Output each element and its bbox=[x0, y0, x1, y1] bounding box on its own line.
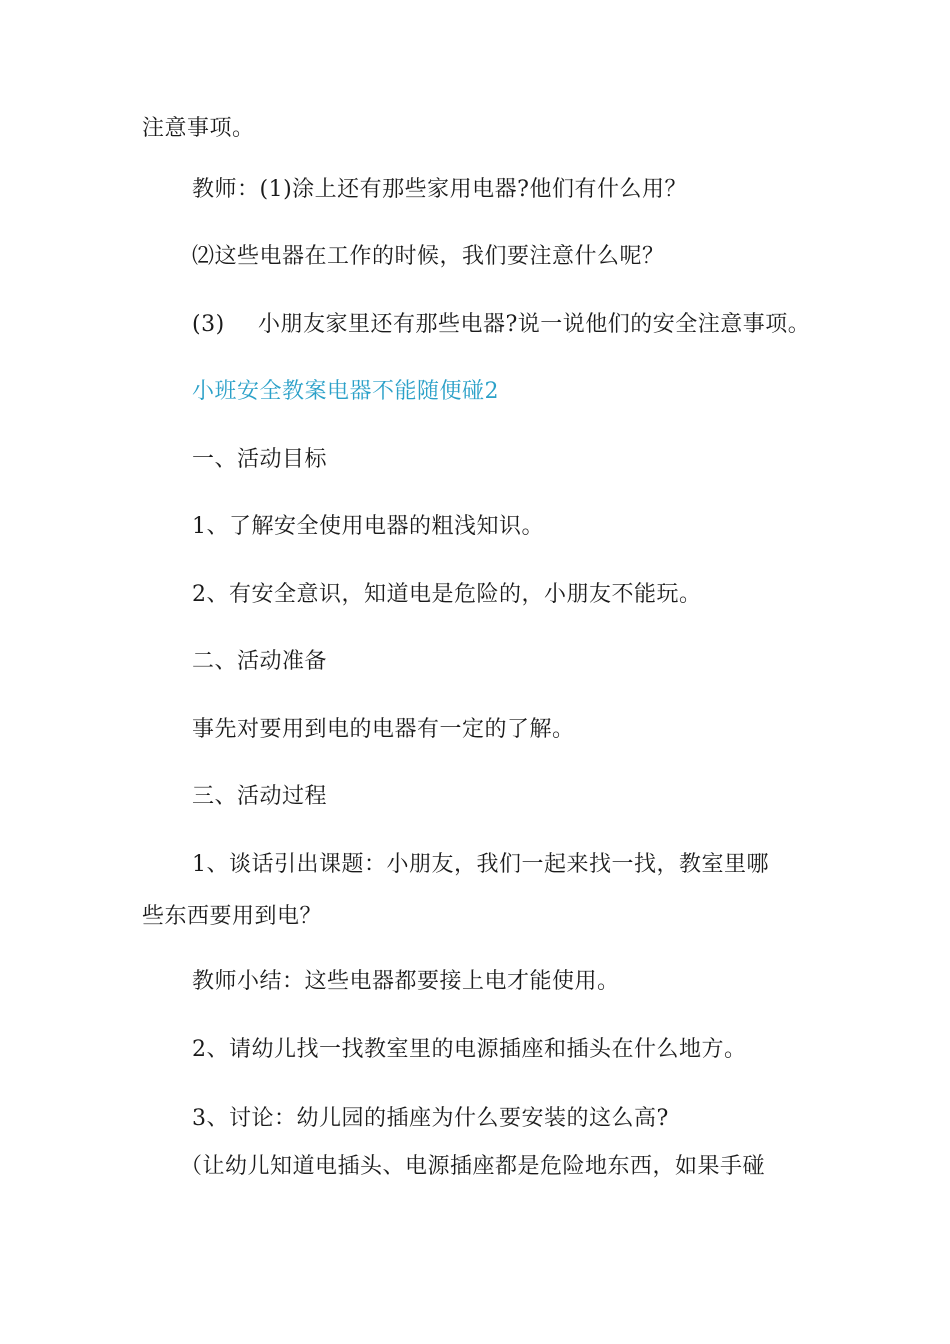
paragraph-line: 教师：(1)涂上还有那些家用电器?他们有什么用？ bbox=[192, 177, 687, 202]
paragraph-line: ⑵这些电器在工作的时候，我们要注意什么呢？ bbox=[192, 244, 665, 269]
paragraph-line: 事先对要用到电的电器有一定的了解。 bbox=[192, 717, 575, 742]
paragraph-line: 注意事项。 bbox=[142, 116, 255, 141]
paragraph-line: 1、谈话引出课题：小朋友，我们一起来找一找，教室里哪 bbox=[192, 852, 769, 877]
paragraph-line: 1、了解安全使用电器的粗浅知识。 bbox=[192, 514, 544, 539]
list-text: 小朋友家里还有那些电器?说一说他们的安全注意事项。 bbox=[258, 312, 811, 337]
paragraph-line: 教师小结：这些电器都要接上电才能使用。 bbox=[192, 969, 620, 994]
paragraph-line: 2、请幼儿找一找教室里的电源插座和插头在什么地方。 bbox=[192, 1037, 747, 1062]
subsection-title: 三、活动过程 bbox=[192, 784, 328, 809]
subsection-title: 二、活动准备 bbox=[192, 649, 328, 674]
section-heading: 小班安全教案电器不能随便碰2 bbox=[192, 379, 499, 404]
paragraph-line: （让幼儿知道电插头、电源插座都是危险地东西，如果手碰 bbox=[180, 1154, 766, 1179]
paragraph-line: 2、有安全意识，知道电是危险的，小朋友不能玩。 bbox=[192, 582, 702, 607]
paragraph-line: 3、讨论：幼儿园的插座为什么要安装的这么高? bbox=[192, 1106, 669, 1131]
paragraph-line bbox=[192, 310, 810, 340]
subsection-title: 一、活动目标 bbox=[192, 447, 328, 472]
paragraph-line: 些东西要用到电？ bbox=[142, 904, 323, 929]
list-number: (3) bbox=[192, 312, 225, 337]
